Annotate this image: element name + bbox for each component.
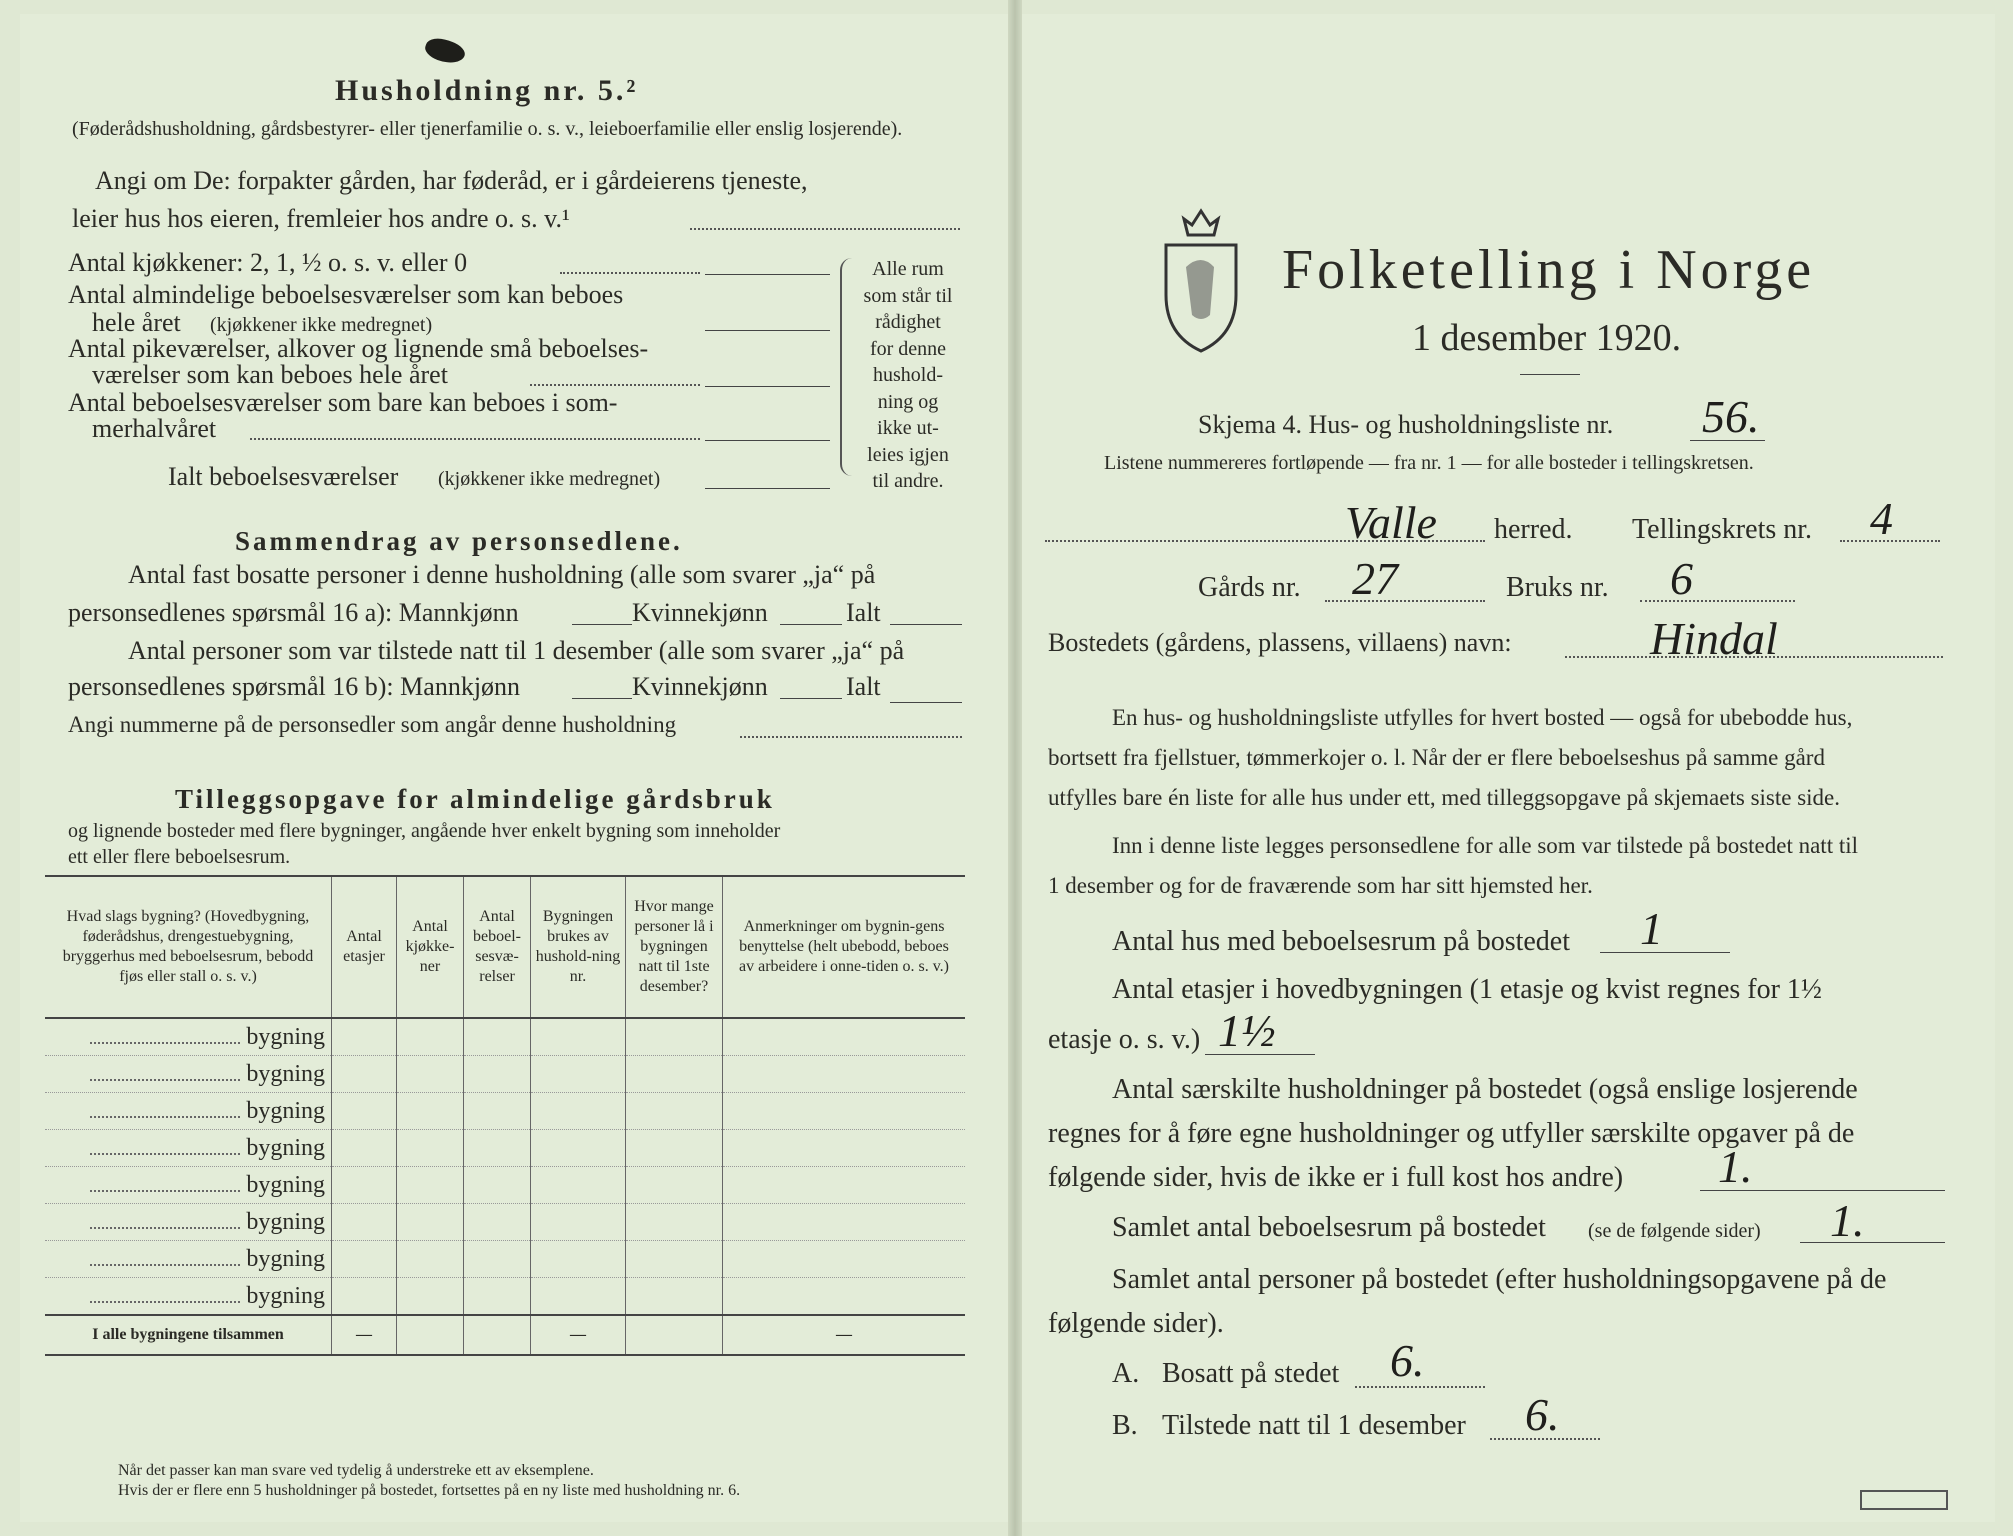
kitchens-dots bbox=[560, 272, 700, 274]
brace-note: Alle rum som står til rådighet for denne hushold- ning og ikke ut- leies igjen til andre. bbox=[863, 258, 953, 492]
kitchens-label: Antal kjøkkener: 2, 1, ½ o. s. v. eller 0 bbox=[68, 248, 468, 277]
household-note: (Føderådshusholdning, gårdsbestyrer- eller tjenerfamilie o. s. v., leieboerfamilie eller enslig losjerende). bbox=[72, 118, 903, 140]
floors-line bbox=[1205, 1054, 1315, 1055]
table-row: bygning bbox=[45, 1018, 965, 1056]
table-row: bygning bbox=[45, 1278, 965, 1316]
total-rooms-right-small: (se de følgende sider) bbox=[1588, 1220, 1761, 1242]
floors-line-1: Antal etasjer i hovedbygningen (1 etasje og kvist regnes for 1½ bbox=[1112, 974, 1822, 1005]
tellingskrets-line bbox=[1840, 540, 1940, 542]
ordinary-rooms-1: Antal almindelige beboelsesværelser som kan beboes bbox=[68, 280, 624, 309]
table-row: bygning bbox=[45, 1130, 965, 1167]
kitchens-answer-line bbox=[705, 274, 830, 275]
present-b-line bbox=[1490, 1438, 1600, 1440]
summer-rooms-1: Antal beboelsesværelser som bare kan beboes i som- bbox=[68, 388, 618, 417]
table-row: bygning bbox=[45, 1241, 965, 1278]
footnote-2: Hvis der er flere enn 5 husholdninger på bostedet, fortsettes på en ny liste med husholdning nr. 6. bbox=[118, 1482, 741, 1499]
summer-rooms-2: merhalvåret bbox=[92, 414, 217, 443]
title-rule bbox=[1520, 374, 1580, 375]
col-household-no: Bygningen brukes av hushold-ning nr. bbox=[531, 876, 626, 1018]
col-building-type: Hvad slags bygning? (Hovedbygning, føderådshus, drengestuebygning, bryggerhus med beboelsesrum, bebodd fjøs eller stall o. s. v.) bbox=[45, 876, 332, 1018]
col-rooms: Antal beboel-sesvæ-relser bbox=[464, 876, 531, 1018]
ordinary-rooms-2: hele året bbox=[92, 308, 181, 337]
table-row: bygning bbox=[45, 1167, 965, 1204]
total-rooms-right-label: Samlet antal beboelsesrum på bostedet bbox=[1112, 1212, 1546, 1243]
census-date: 1 desember 1920. bbox=[1412, 317, 1682, 359]
numbers-line bbox=[740, 736, 962, 738]
herred-label: herred. bbox=[1494, 514, 1573, 545]
table-header-row bbox=[45, 876, 965, 1018]
resident-total-line bbox=[890, 624, 962, 625]
numbering-note: Listene nummereres fortløpende — fra nr. 1 — for alle bosteder i tellingskretsen. bbox=[1104, 452, 1754, 474]
instructions-2: Inn i denne liste legges personsedlene for alle som var tilstede på bostedet natt til 1 desember og for de fraværende som har sitt hjemsted her. bbox=[1048, 833, 1859, 898]
maid-rooms-dots bbox=[530, 384, 700, 386]
present-line-1: Antal personer som var tilstede natt til 1 desember (alle som svarer „ja“ på bbox=[128, 636, 905, 665]
herred-value: Valle bbox=[1345, 497, 1437, 548]
total-rooms-right-line bbox=[1800, 1242, 1945, 1243]
resident-a-value: 6. bbox=[1390, 1335, 1425, 1386]
angi-line-1: Angi om De: forpakter gården, har føderåd, er i gårdeierens tjeneste, bbox=[95, 166, 808, 195]
gards-label: Gårds nr. bbox=[1198, 572, 1301, 603]
table-total-row: I alle bygningene tilsammen — — — bbox=[45, 1315, 965, 1355]
bruks-value: 6 bbox=[1670, 553, 1693, 604]
bosted-label: Bostedets (gårdens, plassens, villaens) navn: bbox=[1048, 628, 1512, 657]
page-fold bbox=[1008, 0, 1022, 1536]
angi-line-2: leier hus hos eieren, fremleier hos andre o. s. v.¹ bbox=[72, 204, 570, 233]
numbers-label: Angi nummerne på de personsedler som angår denne husholdning bbox=[68, 712, 677, 737]
printer-stamp bbox=[1860, 1490, 1948, 1510]
resident-female-label: Kvinnekjønn bbox=[632, 598, 768, 627]
buildings-table bbox=[45, 875, 965, 1356]
supplement-line-1: og lignende bosteder med flere bygninger, angående hver enkelt bygning som inneholder bbox=[68, 820, 781, 842]
present-male-line bbox=[572, 698, 632, 699]
houses-value: 1 bbox=[1640, 903, 1663, 954]
resident-a-line bbox=[1355, 1386, 1485, 1388]
gards-line bbox=[1325, 600, 1485, 602]
total-rooms-right-value: 1. bbox=[1830, 1195, 1865, 1246]
col-floors: Antal etasjer bbox=[332, 876, 397, 1018]
herred-line bbox=[1045, 540, 1485, 542]
bosted-line bbox=[1565, 656, 1943, 658]
resident-male-line bbox=[572, 624, 632, 625]
bosted-value: Hindal bbox=[1650, 613, 1778, 664]
houses-label: Antal hus med beboelsesrum på bostedet bbox=[1112, 926, 1571, 957]
angi-fill-line bbox=[690, 228, 960, 230]
resident-line-1: Antal fast bosatte personer i denne husholdning (alle som svarer „ja“ på bbox=[128, 560, 876, 589]
bruks-label: Bruks nr. bbox=[1506, 572, 1609, 603]
gards-value: 27 bbox=[1352, 553, 1398, 604]
present-b-text: Tilstede natt til 1 desember bbox=[1162, 1410, 1466, 1441]
households-line-2: regnes for å føre egne husholdninger og utfyller særskilte opgaver på de bbox=[1048, 1118, 1855, 1149]
present-female-line bbox=[780, 698, 842, 699]
houses-line bbox=[1600, 952, 1730, 953]
coat-of-arms-icon bbox=[1158, 205, 1244, 355]
floors-value: 1½ bbox=[1218, 1005, 1276, 1056]
census-title: Folketelling i Norge bbox=[1282, 239, 1816, 301]
present-line-2: personsedlenes spørsmål 16 b): Mannkjønn bbox=[68, 672, 521, 701]
total-persons-line-2: følgende sider). bbox=[1048, 1308, 1224, 1339]
resident-a-label: A. bbox=[1112, 1358, 1140, 1389]
brace bbox=[840, 258, 856, 476]
present-total-line bbox=[890, 702, 962, 703]
households-line bbox=[1700, 1190, 1945, 1191]
schema-value: 56. bbox=[1702, 391, 1760, 442]
household-title: Husholdning nr. 5.² bbox=[335, 74, 639, 107]
resident-line-2: personsedlenes spørsmål 16 a): Mannkjønn bbox=[68, 598, 519, 627]
ordinary-rooms-small: (kjøkkener ikke medregnet) bbox=[210, 314, 433, 336]
summer-rooms-dots bbox=[250, 438, 700, 440]
resident-a-text: Bosatt på stedet bbox=[1162, 1358, 1340, 1389]
table-row: bygning bbox=[45, 1204, 965, 1241]
ordinary-rooms-line bbox=[705, 330, 830, 331]
present-total-label: Ialt bbox=[846, 672, 881, 701]
schema-label: Skjema 4. Hus- og husholdningsliste nr. bbox=[1198, 410, 1614, 439]
total-rooms-label: Ialt beboelsesværelser bbox=[168, 462, 399, 491]
col-persons: Hvor mange personer lå i bygningen natt til 1ste desember? bbox=[626, 876, 723, 1018]
present-female-label: Kvinnekjønn bbox=[632, 672, 768, 701]
maid-rooms-2: værelser som kan beboes hele året bbox=[92, 360, 448, 389]
resident-total-label: Ialt bbox=[846, 598, 881, 627]
supplement-title: Tilleggsopgave for almindelige gårdsbruk bbox=[175, 784, 775, 814]
summary-title: Sammendrag av personsedlene. bbox=[235, 526, 683, 556]
households-line-3: følgende sider, hvis de ikke er i full kost hos andre) bbox=[1048, 1162, 1624, 1193]
present-b-value: 6. bbox=[1525, 1389, 1560, 1440]
table-row: bygning bbox=[45, 1093, 965, 1130]
schema-line bbox=[1690, 440, 1765, 441]
col-kitchens: Antal kjøkke-ner bbox=[397, 876, 464, 1018]
resident-female-line bbox=[780, 624, 842, 625]
tellingskrets-value: 4 bbox=[1870, 493, 1893, 544]
bruks-line bbox=[1640, 600, 1795, 602]
maid-rooms-line bbox=[705, 386, 830, 387]
table-row: bygning bbox=[45, 1056, 965, 1093]
supplement-line-2: ett eller flere beboelsesrum. bbox=[68, 846, 291, 868]
instructions-1: En hus- og husholdningsliste utfylles for hvert bosted — også for ubebodde hus, bortsett fra fjellstuer, tømmerkojer o. l. Når der er flere beboelseshus på samme gård utfylles bare én liste for alle hus under ett, med tilleggsopgave på skjemaets siste side. bbox=[1048, 705, 1853, 810]
present-b-label: B. bbox=[1112, 1410, 1138, 1441]
maid-rooms-1: Antal pikeværelser, alkover og lignende små beboelses- bbox=[68, 334, 649, 363]
floors-line-2: etasje o. s. v.) bbox=[1048, 1024, 1201, 1055]
total-persons-line-1: Samlet antal personer på bostedet (efter husholdningsopgavene på de bbox=[1112, 1264, 1887, 1295]
footnote-1: Når det passer kan man svare ved tydelig å understreke ett av eksemplene. bbox=[118, 1462, 594, 1479]
total-row-label: I alle bygningene tilsammen bbox=[45, 1315, 332, 1355]
total-rooms-small: (kjøkkener ikke medregnet) bbox=[438, 468, 661, 490]
households-line-1: Antal særskilte husholdninger på bostedet (også enslige losjerende bbox=[1112, 1074, 1858, 1105]
col-remarks: Anmerkninger om bygnin-gens benyttelse (helt ubebodd, beboes av arbeidere i onne-tiden o. s. v.) bbox=[723, 876, 966, 1018]
summer-rooms-line bbox=[705, 440, 830, 441]
households-value: 1. bbox=[1718, 1141, 1753, 1192]
tellingskrets-label: Tellingskrets nr. bbox=[1632, 514, 1813, 545]
total-rooms-line bbox=[705, 488, 830, 489]
